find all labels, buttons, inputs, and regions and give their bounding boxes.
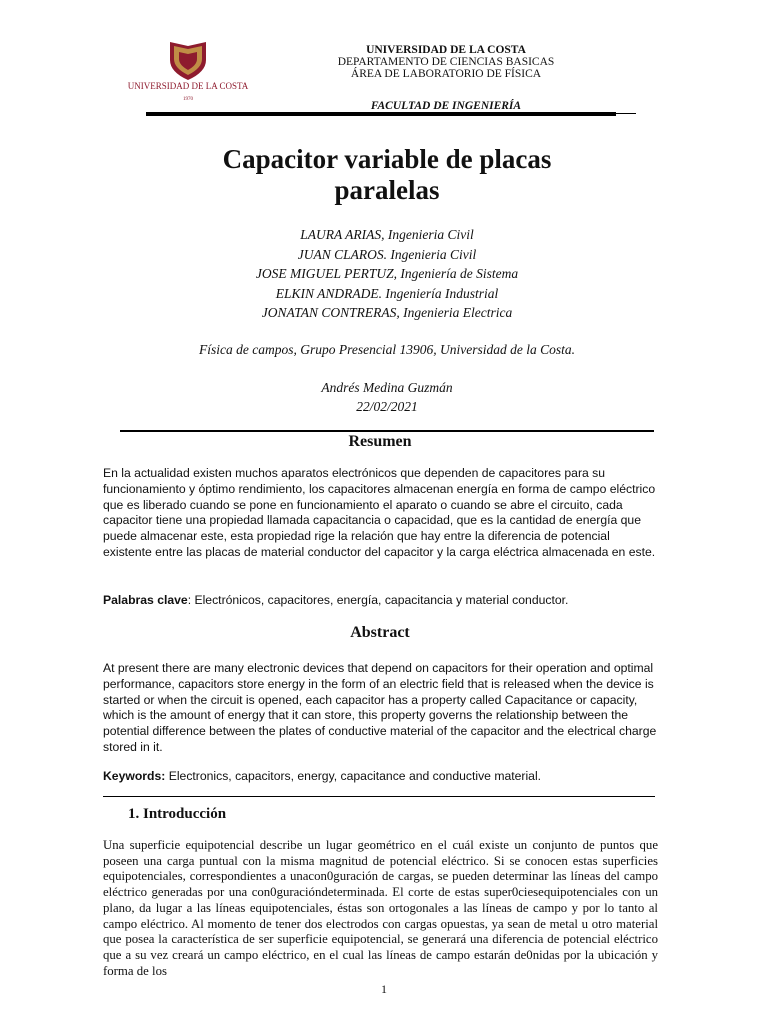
introduction-heading: 1. Introducción [128, 806, 227, 822]
document-date: 22/02/2021 [356, 399, 418, 414]
abstract-body: At present there are many electronic devices that depend on capacitors for their operation and optimal performance, capacitors store energy in the form of an electric field that is released when the device is started or when the circuit is opened, each capacitor has a property called Capacitance or capacity, which is the amount of energy that it can store, this property governs the relationship between the potential difference between the plates of conductive material of the capacitor and the electrical charge stored in it. [103, 661, 657, 754]
section-divider [103, 796, 655, 797]
department-name: DEPARTAMENTO DE CIENCIAS BASICAS [337, 56, 555, 68]
keywords-label-en: Keywords: [103, 769, 166, 783]
abstract-heading: Abstract [350, 624, 410, 641]
logo-wordmark: UNIVERSIDAD DE LA COSTA [127, 81, 249, 91]
faculty-name: FACULTAD DE INGENIERÍA [370, 100, 522, 112]
author-4: ELKIN ANDRADE. Ingeniería Industrial [275, 286, 499, 301]
author-5: JONATAN CONTRERAS, Ingenieria Electrica [261, 305, 513, 320]
abstract-keywords [103, 769, 657, 783]
document-title [120, 144, 654, 206]
resumen-heading: Resumen [348, 433, 412, 450]
author-1: LAURA ARIAS, Ingenieria Civil [300, 227, 474, 242]
area-name: ÁREA DE LABORATORIO DE FÍSICA [350, 68, 542, 80]
university-logo [127, 40, 249, 104]
logo-year: 1970 [183, 97, 193, 102]
title-line-2: paralelas [334, 175, 440, 205]
university-name: UNIVERSIDAD DE LA COSTA [366, 44, 526, 56]
keywords-text-en: Electronics, capacitors, energy, capacitance and conductive material. [165, 769, 542, 783]
keywords-text: : Electrónicos, capacitores, energía, capacitancia y material conductor. [187, 593, 569, 607]
shield-emblem-icon [127, 40, 249, 104]
author-3: JOSE MIGUEL PERTUZ, Ingeniería de Sistema [255, 266, 519, 281]
header-divider [146, 112, 616, 116]
page-number: 1 [381, 982, 387, 996]
introduction-body: Una superficie equipotencial describe un lugar geométrico en el cuál existe un conjunto de puntos que poseen una carga puntual con la misma magnitud de potencial eléctrico. Si se conocen estas superficies equipotenciales, correspondientes a unacon0guración de cargas, se pueden determinar las líneas del campo eléctrico generadas por una con0guracióndeterminada. El corte de estas super0ciesequipotenciales con un plano, da lugar a las líneas equipotenciales, éstas son ortogonales a las líneas de campo y por lo tanto al campo eléctrico. Al momento de tener dos electrodos con cargas opuestas, ya sean de metal u otro material que posea la característica de ser superficie equipotencial, se generará una diferencia de potencial eléctrico que a su vez creará un campo eléctrico, en el cual las líneas de campo estarán de0nidas por la ubicación y forma de los [103, 838, 658, 978]
title-divider [120, 430, 654, 432]
affiliation: Física de campos, Grupo Presencial 13906, Universidad de la Costa. [199, 342, 575, 357]
resumen-body: En la actualidad existen muchos aparatos electrónicos que dependen de capacitores para su funcionamiento y óptimo rendimiento, los capacitores almacenan energía en forma de campo eléctrico que es liberado cuando se pone en funcionamiento el aparato o cuando se abre el circuito, cada capacitor tiene una propiedad llamada capacitancia o capacidad, que es la cantidad de energía que puede almacenar este, esta propiedad rige la relación que hay entre la diferencia de potencial existente entre las placas de material conductor del capacitor y la carga eléctrica almacenada en este. [103, 466, 656, 559]
title-line-1: Capacitor variable de placas [222, 144, 552, 174]
resumen-keywords [103, 593, 657, 607]
keywords-label: Palabras clave [103, 593, 188, 607]
instructor-name: Andrés Medina Guzmán [321, 380, 453, 395]
header-divider-thin [616, 113, 636, 114]
author-2: JUAN CLAROS. Ingenieria Civil [297, 247, 477, 262]
